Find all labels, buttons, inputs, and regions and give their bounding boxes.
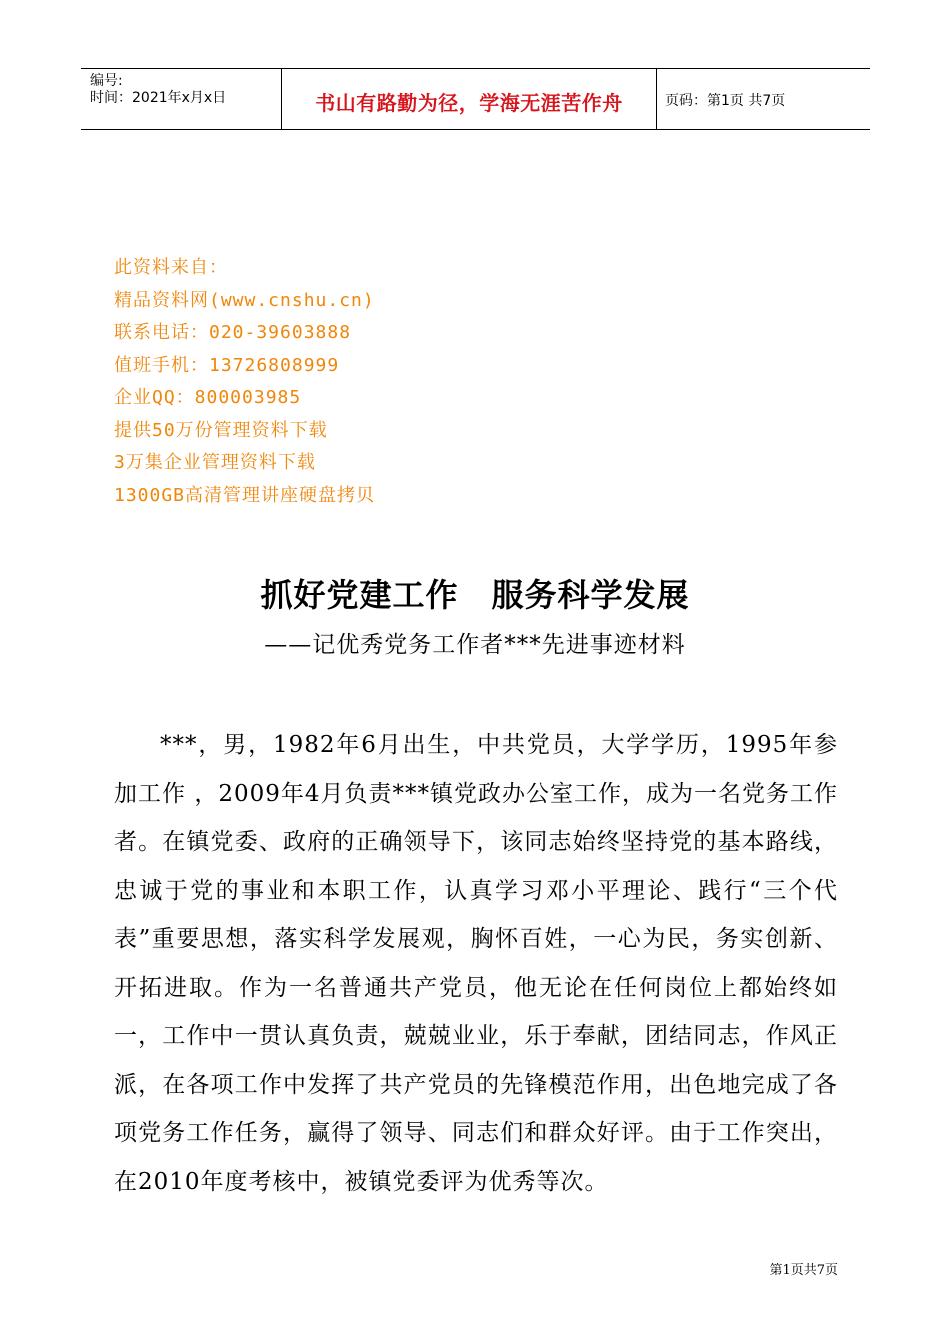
info-line: 此资料来自：: [114, 257, 228, 278]
info-line: 3万集企业管理资料下载: [114, 452, 316, 473]
header-page-code: 页码：第1页 共7页: [665, 93, 786, 109]
header-middle-cell: [281, 69, 657, 129]
info-line: 企业QQ：800003985: [114, 387, 302, 408]
document-number-label: 编号:: [90, 73, 123, 89]
page-header: [81, 68, 870, 130]
info-line: 提供50万份管理资料下载: [114, 419, 328, 441]
header-right-cell: [656, 69, 870, 129]
info-line: 值班手机：13726808999: [114, 354, 340, 376]
header-motto: 书山有路勤为径，学海无涯苦作舟: [315, 91, 623, 115]
page-footer: 第1页共7页: [769, 1263, 838, 1278]
info-line: 精品资料网(www.cnshu.cn): [114, 289, 375, 311]
source-info-block: [114, 252, 375, 512]
body-paragraph: ***，男，1982年6月出生，中共党员，大学学历，1995年参加工作 ，2009年4月负责***镇党政办公室工作，成为一名党务工作者。在镇党委、政府的正确领导下，该同志始终坚持党的基本路线，忠诚于党的事业和本职工作，认真学习邓小平理论、践行“三个代表”重要思想，落实科学发展观，胸怀百姓，一心为民，务实创新、开拓进取。作为一名普通共产党员，他无论在任何岗位上都始终如一，工作中一贯认真负责，兢兢业业，乐于奉献，团结同志，作风正派，在各项工作中发挥了共产党员的先锋模范作用，出色地完成了各项党务工作任务，赢得了领导、同志们和群众好评。由于工作突出，在2010年度考核中，被镇党委评为优秀等次。: [114, 732, 838, 1195]
info-line: 联系电话：020-39603888: [114, 322, 352, 343]
document-subtitle: ——记优秀党务工作者***先进事迹材料: [264, 632, 686, 658]
document-title: 抓好党建工作 服务科学发展: [260, 576, 690, 614]
document-time-label: 时间：2021年x月x日: [90, 90, 227, 106]
info-line: 1300GB高清管理讲座硬盘拷贝: [114, 484, 376, 506]
header-left-cell: [81, 69, 281, 129]
